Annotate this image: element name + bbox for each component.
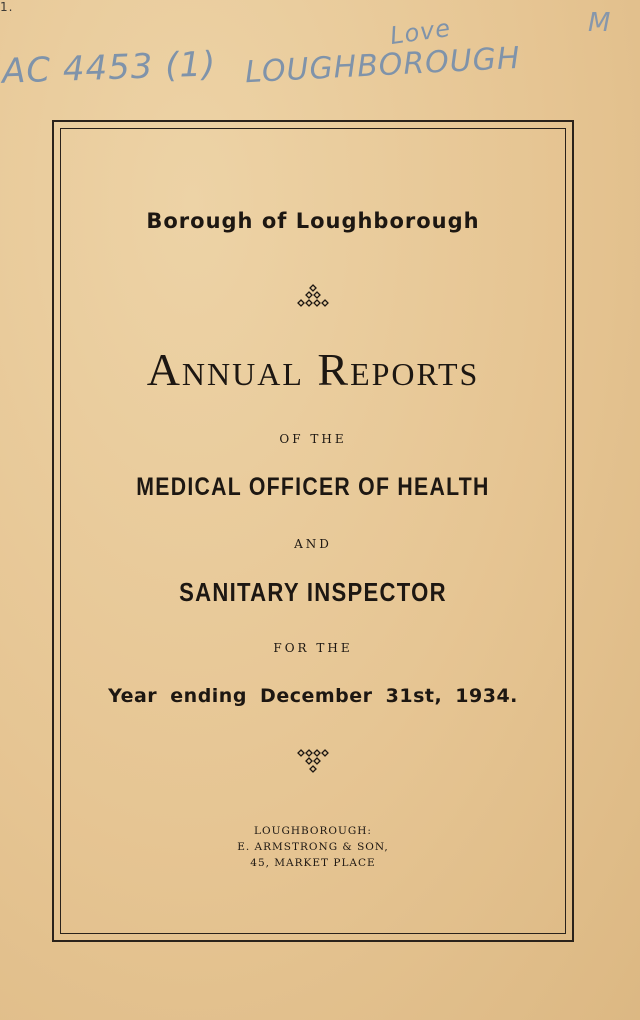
handwritten-letter: M: [588, 8, 612, 38]
and-text: AND: [294, 537, 332, 551]
imprint-address: 45, MARKET PLACE: [250, 857, 376, 869]
year-ending-line: Year ending December 31st, 1934.: [108, 685, 518, 707]
diamond-ornament-bottom-icon: [293, 745, 333, 775]
imprint-place: LOUGHBOROUGH:: [254, 825, 372, 837]
corner-mark: 1.: [0, 0, 14, 14]
report-title: Annual Reports: [146, 344, 480, 395]
handwritten-reference: AC 4453 (1): [1, 44, 217, 92]
cover-frame: [52, 120, 574, 942]
for-the-text: FOR THE: [273, 641, 353, 655]
imprint-printer: E. ARMSTRONG & SON,: [237, 841, 389, 853]
handwritten-note: Love: [388, 13, 453, 51]
borough-heading: Borough of Loughborough: [146, 209, 480, 233]
cover-inner-frame: [60, 128, 566, 934]
sanitary-inspector-heading: SANITARY INSPECTOR: [179, 577, 447, 607]
handwritten-place: LOUGHBOROUGH: [244, 40, 522, 91]
of-the-text: OF THE: [279, 432, 347, 446]
medical-officer-heading: MEDICAL OFFICER OF HEALTH: [136, 473, 490, 501]
diamond-ornament-icon: [293, 283, 333, 313]
